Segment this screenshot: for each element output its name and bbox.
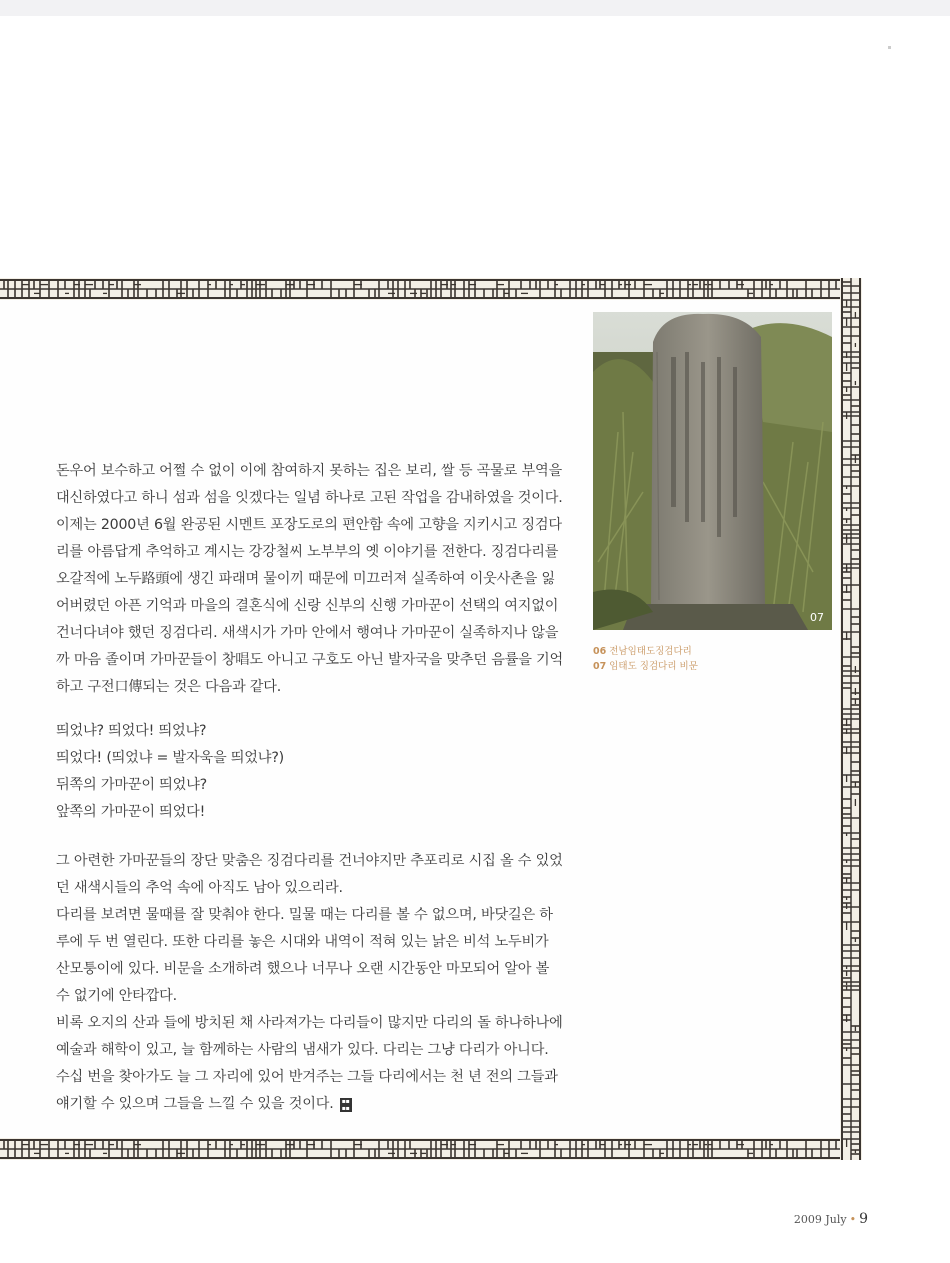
caption-item — [593, 659, 698, 674]
lattice-pattern — [0, 1138, 862, 1160]
page-number: 9 — [859, 1211, 868, 1227]
paragraph-text: 다리를 보려면 물때를 잘 맞춰야 한다. 밀물 때는 다리를 볼 수 없으며, 바닷길은 하루에 두 번 열린다. 또한 다리를 놓은 시대와 내역이 적혀 있는 낡은 비석 노두비가 산모퉁이에 있다. 비문을 소개하려 했으나 너무나 오랜 시간동안 마모되어 알아 볼 수 없기에 안타깝다. — [56, 907, 553, 1004]
stone-monument-photo — [593, 312, 832, 630]
poem-line: 앞쪽의 가마꾼이 띄었다! — [56, 804, 206, 820]
caption-number: 07 — [593, 661, 607, 672]
stone-monument-illustration — [593, 312, 832, 630]
scan-dot — [888, 46, 891, 49]
lattice-pattern — [0, 278, 862, 300]
caption-number: 06 — [593, 646, 607, 657]
separator-dot: • — [849, 1213, 857, 1226]
caption-item — [593, 644, 698, 659]
decorative-border-bottom — [0, 1138, 862, 1160]
article-poem — [56, 718, 566, 826]
issue-date: 2009 July — [793, 1213, 847, 1226]
photo-number-label: 07 — [810, 611, 824, 624]
article-paragraph-2 — [56, 848, 566, 1118]
article-paragraph-1 — [56, 458, 566, 701]
poem-line: 띄었냐? 띄었다! 띄었냐? — [56, 723, 207, 739]
paragraph-text: 돈우어 보수하고 어쩔 수 없이 이에 참여하지 못하는 집은 보리, 쌀 등 곡물로 부역을 대신하였다고 하니 섬과 섬을 잇겠다는 일념 하나로 고된 작업을 감내하였을 것이다. 이제는 2000년 6월 완공된 시멘트 포장도로의 편안함 속에 고향을 지키시고 징검다리를 아름답게 추억하고 계시는 강강철씨 노부부의 옛 이야기를 전한다. 징검다리를 오갈적에 노두路頭에 생긴 파래며 물이끼 때문에 미끄러져 실족하여 이웃사촌을 잃어버렸던 아픈 기억과 마을의 결혼식에 신랑 신부의 신행 가마꾼이 선택의 여지없이 건너다녀야 했던 징검다리. 새색시가 가마 안에서 행여나 가마꾼이 실족하지나 않을까 마음 졸이며 가마꾼들이 창唱도 아니고 구호도 아닌 발자국을 맞추던 음률을 기억하고 구전口傳되는 것은 다음과 같다. — [56, 463, 564, 695]
scan-top-strip — [0, 0, 950, 16]
decorative-border-right — [840, 278, 862, 1160]
end-of-article-icon: ▪▪ ▪▪ — [340, 1098, 352, 1112]
lattice-pattern — [840, 278, 862, 1160]
photo-captions — [593, 644, 698, 674]
decorative-border-top — [0, 278, 862, 300]
poem-line: 뒤쪽의 가마꾼이 띄었냐? — [56, 777, 208, 793]
caption-text: 전남임태도징검다리 — [609, 646, 692, 657]
paragraph-text: 그 아련한 가마꾼들의 장단 맞춤은 징검다리를 건너야지만 추포리로 시집 올 수 있었던 새색시들의 추억 속에 아직도 남아 있으리라. — [56, 853, 563, 896]
paragraph-text — [56, 1010, 566, 1118]
poem-line: 띄었다! (띄었냐 = 발자욱을 띄었냐?) — [56, 750, 284, 766]
page-footer — [794, 1211, 868, 1227]
paragraph-text-body: 비록 오지의 산과 들에 방치된 채 사라져가는 다리들이 많지만 다리의 돌 하나하나에 예술과 해학이 있고, 늘 함께하는 사람의 냄새가 있다. 다리는 그냥 다리가 아니다. 수십 번을 찾아가도 늘 그 자리에 있어 반겨주는 그들 다리에서는 천 년 전의 그들과 얘기할 수 있으며 그들을 느낄 수 있을 것이다. — [56, 1015, 563, 1112]
caption-text: 임태도 징검다리 비문 — [609, 661, 698, 672]
